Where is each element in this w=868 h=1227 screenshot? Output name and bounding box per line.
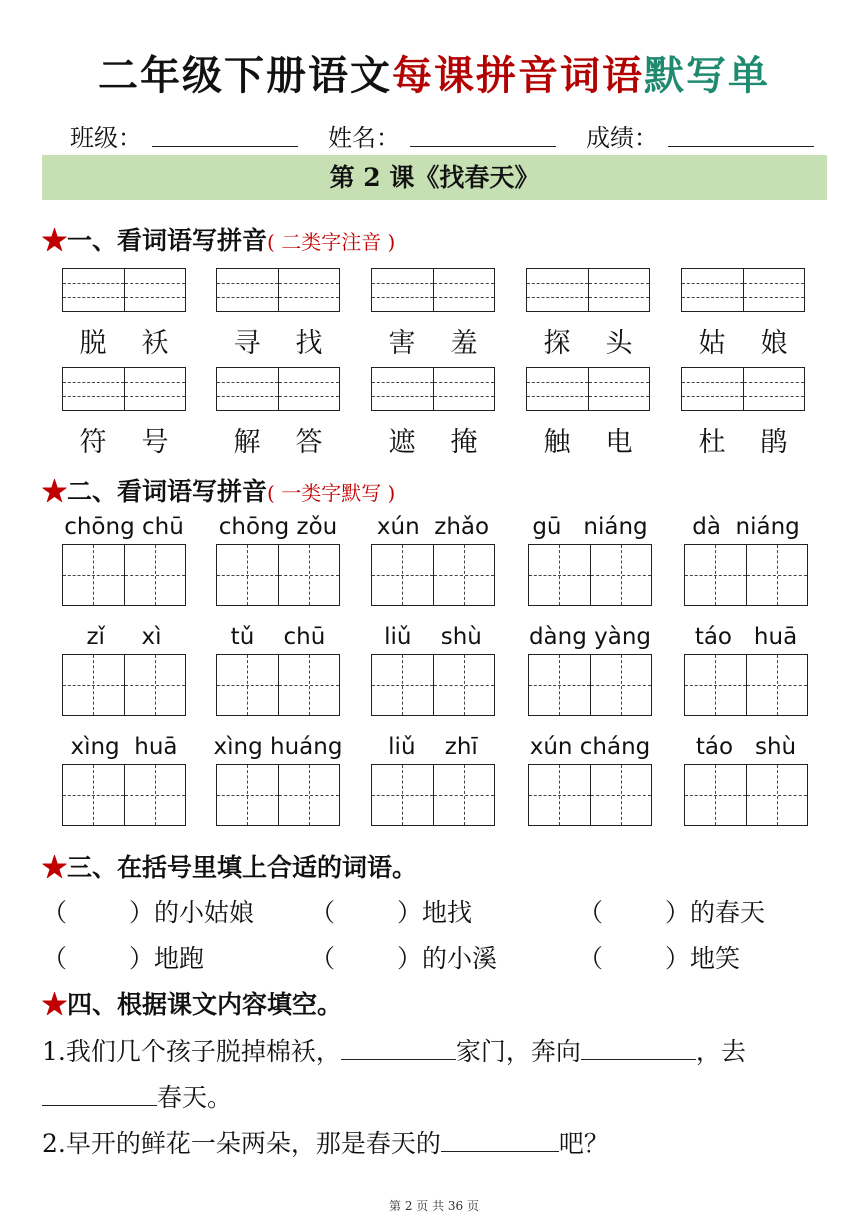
pinyin-answer-box[interactable] (681, 367, 805, 411)
fill-in-item (578, 939, 740, 975)
vocab-char: 姑 (698, 328, 726, 359)
pinyin-cell[interactable] (744, 368, 805, 410)
open-paren: （ (42, 898, 68, 927)
vocab-char: 袄 (141, 328, 169, 359)
tianzige-cell[interactable] (279, 765, 340, 825)
close-paren: ） (397, 898, 423, 927)
vocab-char: 头 (605, 328, 633, 359)
pinyin-answer-box[interactable] (371, 268, 495, 312)
pinyin-answer-box[interactable] (62, 367, 186, 411)
tianzige-cell[interactable] (591, 655, 652, 715)
pinyin-label: chōng zǒu (218, 514, 338, 540)
pinyin-answer-box[interactable] (681, 268, 805, 312)
tianzige-cell[interactable] (372, 545, 434, 605)
open-paren: （ (578, 898, 604, 927)
pinyin-label: táo huā (694, 624, 798, 650)
tianzige-cell[interactable] (63, 765, 125, 825)
pinyin-label: zǐ xì (86, 624, 162, 650)
q1-blank-3[interactable] (42, 1105, 157, 1106)
pinyin-cell[interactable] (434, 269, 495, 311)
character-writing-box[interactable] (62, 544, 186, 606)
title-dictation: 默写单 (644, 52, 770, 99)
pinyin-cell[interactable] (125, 368, 186, 410)
fill-in-text: 的春天 (690, 898, 766, 927)
score-field[interactable] (668, 146, 814, 147)
character-writing-box[interactable] (684, 764, 808, 826)
pinyin-cell[interactable] (589, 269, 650, 311)
character-writing-box[interactable] (528, 544, 652, 606)
character-writing-box[interactable] (62, 764, 186, 826)
tianzige-cell[interactable] (63, 545, 125, 605)
close-paren: ） (665, 898, 691, 927)
pinyin-cell[interactable] (434, 368, 495, 410)
page-title (0, 44, 868, 101)
vocab-char: 娘 (760, 328, 788, 359)
tianzige-cell[interactable] (747, 545, 808, 605)
tianzige-cell[interactable] (279, 655, 340, 715)
tianzige-cell[interactable] (529, 545, 591, 605)
fill-in-item (310, 939, 497, 975)
name-label: 姓名： (328, 124, 400, 152)
section1-hint: ( 二类字注音 ) (267, 230, 396, 254)
vocab-word (216, 420, 340, 459)
character-writing-box[interactable] (371, 764, 495, 826)
tianzige-cell[interactable] (747, 765, 808, 825)
tianzige-cell[interactable] (63, 655, 125, 715)
pinyin-cell[interactable] (372, 269, 434, 311)
fill-in-text: 地跑 (154, 944, 205, 973)
q1-text-a: 1.我们几个孩子脱掉棉袄， (42, 1037, 341, 1066)
character-writing-box[interactable] (684, 544, 808, 606)
pinyin-cell[interactable] (125, 269, 186, 311)
tianzige-cell[interactable] (217, 655, 279, 715)
tianzige-cell[interactable] (685, 655, 747, 715)
page-number: 第 2 页 共 36 页 (389, 1199, 479, 1213)
pinyin-label: xún zhǎo (376, 514, 490, 540)
pinyin-cell[interactable] (63, 368, 125, 410)
section2-hint: ( 一类字默写 ) (267, 481, 396, 505)
pinyin-answer-box[interactable] (526, 268, 650, 312)
character-writing-box[interactable] (684, 654, 808, 716)
q1-blank-1[interactable] (341, 1059, 456, 1060)
pinyin-label: liǔ zhī (388, 734, 478, 760)
vocab-word (526, 420, 650, 459)
vocab-word (216, 321, 340, 360)
vocab-char: 掩 (450, 427, 478, 458)
section3-title: 三、在括号里填上合适的词语。 (67, 853, 418, 882)
class-label: 班级： (70, 124, 142, 152)
pinyin-label: dàng yàng (528, 624, 652, 650)
tianzige-cell[interactable] (217, 765, 279, 825)
question-1 (42, 1032, 746, 1068)
question-2 (42, 1124, 609, 1160)
tianzige-cell[interactable] (125, 655, 186, 715)
star-icon: ★ (42, 477, 68, 506)
fill-in-item (310, 893, 472, 929)
vocab-word (62, 321, 186, 360)
section4-heading (42, 985, 342, 1021)
score-label: 成绩： (586, 124, 658, 152)
tianzige-cell[interactable] (125, 545, 186, 605)
q1-blank-2[interactable] (581, 1059, 696, 1060)
vocab-word (681, 420, 805, 459)
pinyin-cell[interactable] (682, 368, 744, 410)
fill-in-text: 地笑 (690, 944, 741, 973)
pinyin-label: gū niáng (532, 514, 648, 540)
pinyin-answer-box[interactable] (216, 268, 340, 312)
tianzige-cell[interactable] (591, 765, 652, 825)
vocab-char: 寻 (233, 328, 261, 359)
pinyin-answer-box[interactable] (216, 367, 340, 411)
pinyin-cell[interactable] (217, 269, 279, 311)
close-paren: ） (665, 944, 691, 973)
q1-text-d: 春天。 (157, 1083, 233, 1112)
tianzige-cell[interactable] (529, 765, 591, 825)
tianzige-cell[interactable] (279, 545, 340, 605)
vocab-char: 号 (141, 427, 169, 458)
character-writing-box[interactable] (62, 654, 186, 716)
fill-in-text: 的小姑娘 (154, 898, 255, 927)
lesson-title: 第 2 课《找春天》 (42, 155, 827, 200)
vocab-word (371, 420, 495, 459)
character-writing-box[interactable] (216, 544, 340, 606)
question-1-cont (42, 1078, 232, 1114)
vocab-char: 找 (295, 328, 323, 359)
pinyin-answer-box[interactable] (371, 367, 495, 411)
character-writing-box[interactable] (371, 654, 495, 716)
close-paren: ） (129, 898, 155, 927)
q1-text-b: 家门，奔向 (455, 1037, 581, 1066)
tianzige-cell[interactable] (434, 765, 495, 825)
pinyin-cell[interactable] (63, 269, 125, 311)
character-writing-box[interactable] (528, 764, 652, 826)
open-paren: （ (578, 944, 604, 973)
vocab-word (681, 321, 805, 360)
pinyin-label: chōng chū (64, 514, 184, 540)
pinyin-label: liǔ shù (384, 624, 482, 650)
vocab-char: 符 (79, 427, 107, 458)
pinyin-cell[interactable] (372, 368, 434, 410)
pinyin-cell[interactable] (527, 368, 589, 410)
vocab-char: 触 (543, 427, 571, 458)
pinyin-cell[interactable] (279, 368, 340, 410)
tianzige-cell[interactable] (591, 545, 652, 605)
tianzige-cell[interactable] (685, 545, 747, 605)
pinyin-label: dà niáng (692, 514, 800, 540)
vocab-char: 电 (605, 427, 633, 458)
character-writing-box[interactable] (371, 544, 495, 606)
vocab-word (62, 420, 186, 459)
q1-text-c: ，去 (695, 1037, 746, 1066)
vocab-char: 探 (543, 328, 571, 359)
vocab-char: 答 (295, 427, 323, 458)
vocab-char: 羞 (450, 328, 478, 359)
section1-title: 一、看词语写拼音 (67, 226, 268, 255)
section1-heading (42, 221, 395, 257)
section3-heading (42, 848, 417, 884)
name-field[interactable] (410, 146, 556, 147)
star-icon: ★ (42, 226, 68, 255)
pinyin-cell[interactable] (744, 269, 805, 311)
vocab-char: 脱 (79, 328, 107, 359)
vocab-char: 鹃 (760, 427, 788, 458)
q2-blank-1[interactable] (441, 1151, 559, 1152)
vocab-char: 遮 (388, 427, 416, 458)
open-paren: （ (310, 944, 336, 973)
section2-title: 二、看词语写拼音 (67, 477, 268, 506)
class-field[interactable] (152, 146, 298, 147)
tianzige-cell[interactable] (529, 655, 591, 715)
title-pinyin-words: 每课拼音词语 (392, 52, 644, 99)
vocab-word (371, 321, 495, 360)
pinyin-label: xún cháng (529, 734, 651, 760)
tianzige-cell[interactable] (217, 545, 279, 605)
vocab-char: 害 (388, 328, 416, 359)
open-paren: （ (310, 898, 336, 927)
q2-text-a: 2.早开的鲜花一朵两朵，那是春天的 (42, 1129, 441, 1158)
pinyin-answer-box[interactable] (62, 268, 186, 312)
tianzige-cell[interactable] (434, 545, 495, 605)
tianzige-cell[interactable] (125, 765, 186, 825)
character-writing-box[interactable] (216, 654, 340, 716)
pinyin-cell[interactable] (589, 368, 650, 410)
pinyin-label: xìng huáng (213, 734, 343, 760)
pinyin-label: xìng huā (70, 734, 178, 760)
fill-in-text: 地找 (422, 898, 473, 927)
character-writing-box[interactable] (528, 654, 652, 716)
pinyin-cell[interactable] (217, 368, 279, 410)
q2-text-b: 吧？ (558, 1129, 609, 1158)
fill-in-item (42, 939, 204, 975)
section2-heading (42, 472, 395, 508)
pinyin-cell[interactable] (527, 269, 589, 311)
pinyin-label: tǔ chū (230, 624, 326, 650)
fill-in-item (578, 893, 765, 929)
star-icon: ★ (42, 853, 68, 882)
fill-in-item (42, 893, 254, 929)
open-paren: （ (42, 944, 68, 973)
section4-title: 四、根据课文内容填空。 (67, 990, 343, 1019)
tianzige-cell[interactable] (372, 765, 434, 825)
character-writing-box[interactable] (216, 764, 340, 826)
vocab-word (526, 321, 650, 360)
tianzige-cell[interactable] (434, 655, 495, 715)
title-grade: 二年级下册语文 (98, 52, 392, 99)
vocab-char: 解 (233, 427, 261, 458)
pinyin-label: táo shù (695, 734, 797, 760)
pinyin-cell[interactable] (682, 269, 744, 311)
tianzige-cell[interactable] (747, 655, 808, 715)
vocab-char: 杜 (698, 427, 726, 458)
pinyin-answer-box[interactable] (526, 367, 650, 411)
close-paren: ） (397, 944, 423, 973)
star-icon: ★ (42, 990, 68, 1019)
pinyin-cell[interactable] (279, 269, 340, 311)
tianzige-cell[interactable] (685, 765, 747, 825)
close-paren: ） (129, 944, 155, 973)
fill-in-text: 的小溪 (422, 944, 498, 973)
tianzige-cell[interactable] (372, 655, 434, 715)
